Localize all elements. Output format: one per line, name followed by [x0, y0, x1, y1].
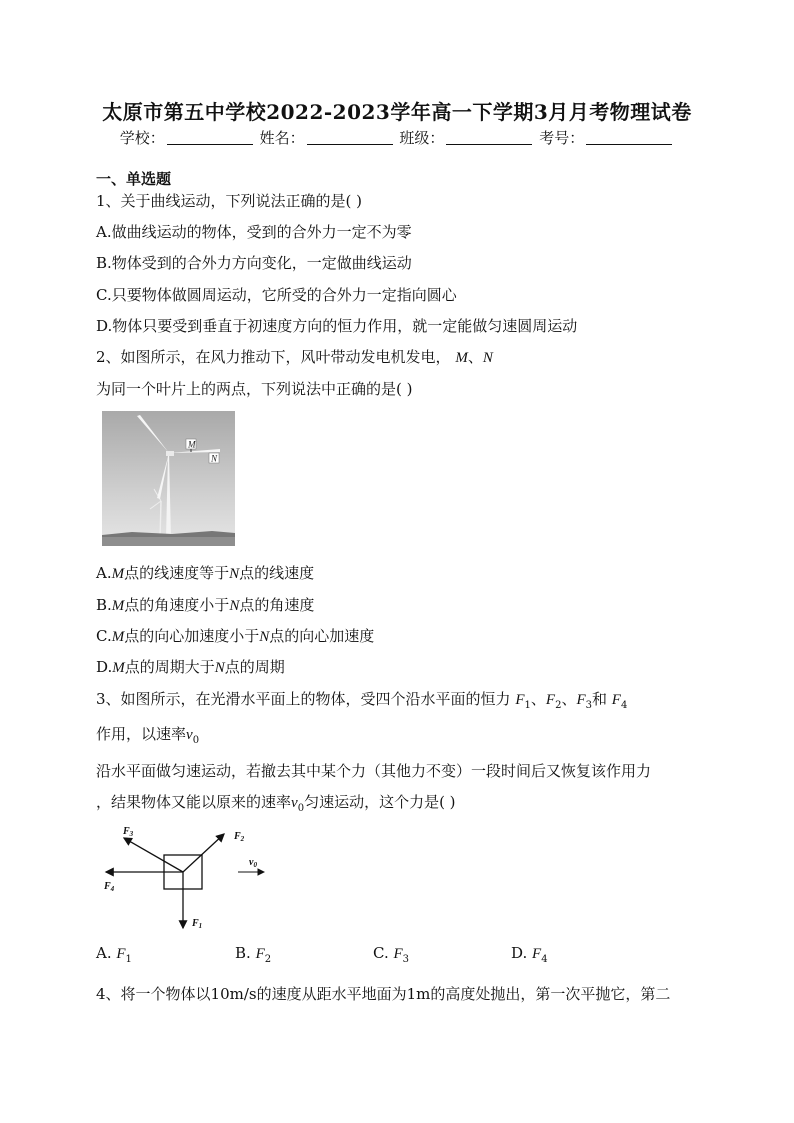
class-blank[interactable] [446, 130, 532, 145]
velocity-symbol: v [186, 727, 193, 743]
q3-stem-line2 [96, 723, 199, 746]
q2-option-c [96, 625, 374, 646]
force-sub: 4 [620, 700, 628, 711]
opt-mid: 点的角速度小于 [124, 596, 230, 614]
force-sub: 1 [524, 700, 531, 711]
school-blank[interactable] [167, 130, 253, 145]
opt-letter: B. [235, 944, 256, 962]
section-heading: 一、单选题 [96, 170, 172, 188]
opt-point: N [229, 566, 240, 582]
opt-prefix: A. [96, 564, 112, 582]
q2-option-a [96, 562, 314, 583]
exam-number-label: 考号： [539, 129, 585, 147]
name-label: 姓名： [259, 129, 305, 147]
opt-letter: C. [373, 944, 394, 962]
q2-stem-text: 2、如图所示，在风力推动下，风叶带动发电机发电， [96, 348, 451, 366]
opt-point: M [111, 629, 125, 645]
force-symbol: F [515, 692, 525, 708]
q3-stem-line1: 3、如图所示，在光滑水平面上的物体，受四个沿水平面的恒力 $F_1$、$F_2$、$F_3$和 $F_4$ [96, 690, 628, 711]
name-blank[interactable] [307, 130, 393, 145]
f3-label: $F_3$ [123, 826, 134, 838]
q3-text: 作用，以速率 [96, 725, 187, 743]
opt-point: N [259, 629, 270, 645]
opt-point: M [111, 598, 125, 614]
photo-label-m: M [188, 439, 196, 450]
q1-option-c: C.只要物体做圆周运动，它所受的合外力一定指向圆心 [96, 286, 457, 304]
force-symbol: F [532, 946, 542, 962]
q3-option-c [373, 944, 409, 965]
force-sub: 3 [585, 700, 592, 711]
f4-label: $F_4$ [104, 881, 115, 893]
q3-stem-line4 [96, 791, 456, 814]
opt-prefix: C. [96, 627, 112, 645]
opt-mid: 点的周期大于 [124, 658, 215, 676]
f2-label: $F_2$ [234, 831, 245, 843]
force-symbol: F [393, 946, 403, 962]
v0-label: $v_0$ [249, 857, 257, 869]
q3-stem-line3: 沿水平面做匀速运动，若撤去其中某个力（其他力不变）一段时间后又恢复该作用力 [96, 762, 652, 780]
force-symbol: F [116, 946, 126, 962]
force-symbol: F [545, 692, 556, 708]
q4-stem: 4、将一个物体以10m/s的速度从距水平地面为1m的高度处抛出，第一次平抛它，第二 [96, 985, 671, 1003]
q3-text: 3、如图所示，在光滑水平面上的物体，受四个沿水平面的恒力 [96, 690, 511, 708]
force-sub: 4 [541, 954, 548, 965]
opt-suffix: 点的向心加速度 [269, 627, 375, 645]
q1-option-d: D.物体只要受到垂直于初速度方向的恒力作用，就一定能做匀速圆周运动 [96, 317, 578, 335]
q3-option-b [235, 944, 271, 965]
q1-option-b: B.物体受到的合外力方向变化，一定做曲线运动 [96, 254, 412, 272]
force-sub: 2 [264, 954, 272, 965]
force-symbol: F [255, 946, 265, 962]
q2-point-m: M [455, 350, 468, 366]
q3-option-a [96, 944, 132, 965]
f1-label: $F_1$ [192, 918, 203, 930]
q2-option-d [96, 656, 285, 677]
q2-stem-line1 [96, 346, 493, 367]
wind-turbine-photo [102, 411, 235, 546]
opt-mid: 点的向心加速度小于 [124, 627, 260, 645]
opt-suffix: 点的周期 [224, 658, 285, 676]
opt-point: N [229, 598, 240, 614]
velocity-sub: 0 [192, 735, 200, 746]
q2-option-b [96, 594, 314, 615]
school-label: 学校： [119, 129, 165, 147]
opt-prefix: B. [96, 596, 112, 614]
photo-label-n: N [211, 453, 218, 464]
velocity-symbol: v [291, 795, 298, 811]
student-info-row [0, 127, 794, 148]
q3-option-d [511, 944, 548, 965]
q1-stem: 1、关于曲线运动，下列说法正确的是( ) [96, 192, 363, 210]
opt-mid: 点的线速度等于 [124, 564, 230, 582]
opt-point: M [111, 566, 125, 582]
force-sub: 2 [555, 700, 562, 711]
f2-arrow [183, 834, 224, 872]
q3-text: 匀速运动，这个力是( ) [304, 793, 456, 811]
exam-number-blank[interactable] [586, 130, 672, 145]
exam-title: 太原市第五中学校2022-2023学年高一下学期3月月考物理试卷 [102, 100, 692, 124]
opt-letter: D. [511, 944, 533, 962]
q3-text: 和 [592, 690, 608, 708]
q1-option-a: A.做曲线运动的物体，受到的合外力一定不为零 [96, 223, 412, 241]
q2-stem-line2: 为同一个叶片上的两点，下列说法中正确的是( ) [96, 380, 413, 398]
class-label: 班级： [399, 129, 445, 147]
opt-point: M [112, 660, 125, 676]
force-sub: 1 [125, 954, 132, 965]
opt-suffix: 点的线速度 [239, 564, 315, 582]
velocity-sub: 0 [297, 803, 305, 814]
opt-point: N [214, 660, 225, 676]
q2-sep: 、 [467, 348, 483, 366]
force-diagram [96, 822, 276, 937]
opt-prefix: D. [96, 658, 113, 676]
force-symbol: F [611, 692, 621, 708]
force-sub: 3 [402, 954, 410, 965]
q2-point-n: N [482, 350, 493, 366]
opt-suffix: 点的角速度 [239, 596, 315, 614]
q3-text: ，结果物体又能以原来的速率 [96, 793, 292, 811]
force-symbol: F [576, 692, 586, 708]
opt-letter: A. [96, 944, 117, 962]
